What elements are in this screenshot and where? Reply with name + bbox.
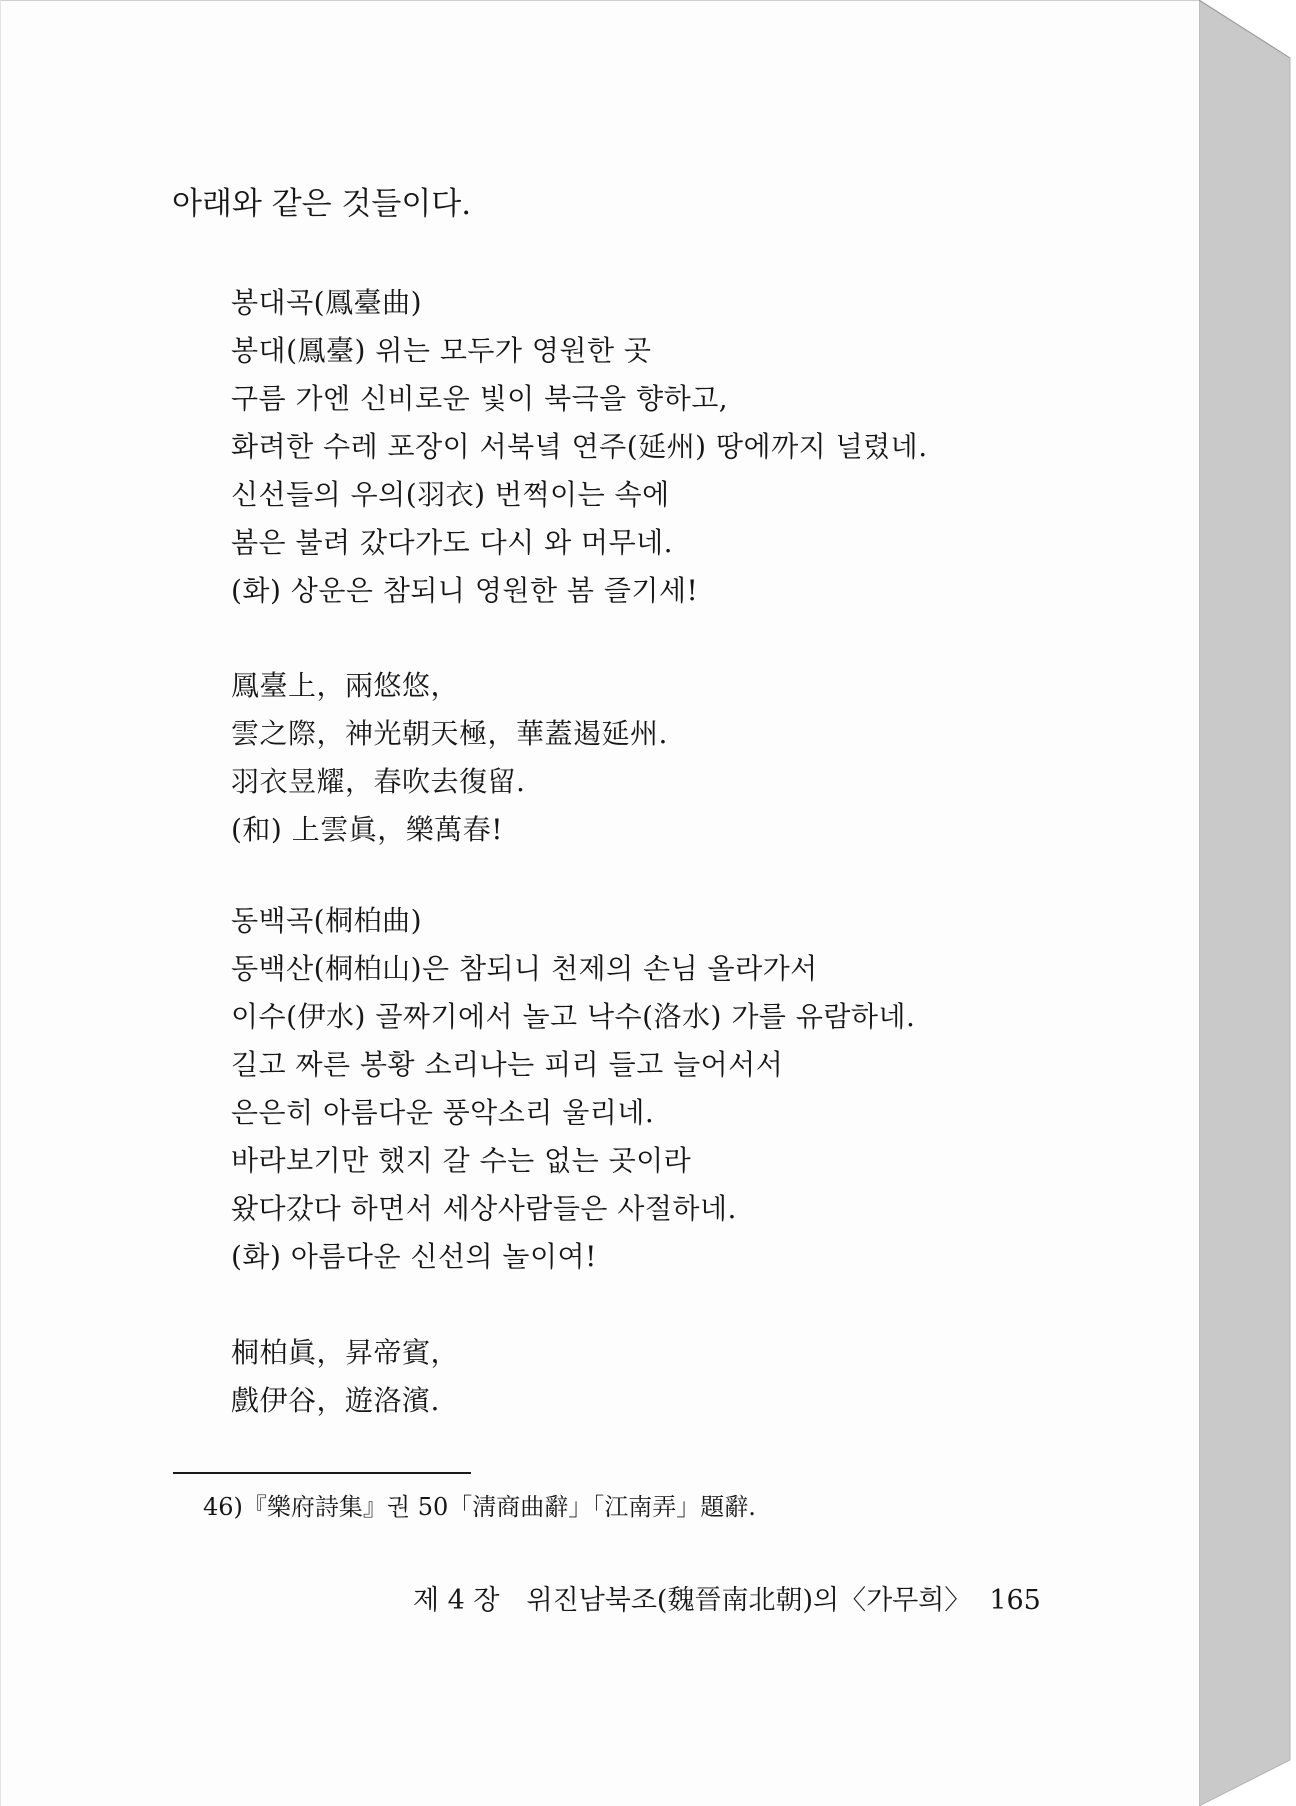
book-page-edge <box>1199 0 1296 1806</box>
chapter-title: 제 4 장 위진남북조(魏晉南北朝)의〈가무희〉 <box>413 1585 972 1616</box>
song2-korean-line: 바라보기만 했지 갈 수는 없는 곳이라 <box>231 1144 692 1177</box>
song1-chinese-line: 羽衣昱耀，春吹去復留. <box>231 765 526 798</box>
song2-chinese-line: 戲伊谷，遊洛濱. <box>231 1384 440 1417</box>
song2-title: 동백곡(桐柏曲) <box>231 904 422 937</box>
song1-korean-line: 화려한 수레 포장이 서북녘 연주(延州) 땅에까지 널렸네. <box>231 430 928 463</box>
song2-korean-line: 길고 짜른 봉황 소리나는 피리 들고 늘어서서 <box>231 1048 784 1081</box>
song2-korean-line: 은은히 아름다운 풍악소리 울리네. <box>231 1096 655 1129</box>
song1-korean-line: 구름 가엔 신비로운 빛이 북극을 향하고, <box>231 382 729 415</box>
song1-chinese-line: (和) 上雲眞，樂萬春! <box>231 813 504 846</box>
song1-title: 봉대곡(鳳臺曲) <box>231 286 422 319</box>
song2-chinese-line: 桐柏眞，昇帝賓， <box>231 1336 460 1369</box>
song1-chinese-block <box>231 662 668 854</box>
song2-korean-line: 동백산(桐柏山)은 참되니 천제의 손님 올라가서 <box>231 952 818 985</box>
song1-korean-line: 신선들의 우의(羽衣) 번쩍이는 속에 <box>231 478 670 511</box>
song2-chinese-block <box>231 1329 459 1425</box>
song2-korean-line: 이수(伊水) 골짜기에서 놀고 낙수(洛水) 가를 유람하네. <box>231 1000 916 1033</box>
song1-korean-block <box>231 279 928 615</box>
song1-chinese-line: 雲之際，神光朝天極，華蓋遏延州. <box>231 717 668 750</box>
intro-sentence: 아래와 같은 것들이다. <box>172 186 472 222</box>
running-footer <box>413 1583 1041 1619</box>
song1-korean-line: 봉대(鳳臺) 위는 모두가 영원한 곳 <box>231 334 652 367</box>
song2-korean-line: (화) 아름다운 신선의 놀이여! <box>231 1240 597 1273</box>
song1-chinese-line: 鳳臺上，兩悠悠， <box>231 669 460 702</box>
footnote-46: 46)『樂府詩集』권 50「淸商曲辭」「江南弄」題辭. <box>203 1493 756 1521</box>
song1-korean-line: 봄은 불려 갔다가도 다시 와 머무네. <box>231 526 674 559</box>
footnote-divider <box>173 1472 471 1474</box>
page-number: 165 <box>989 1585 1041 1616</box>
song2-korean-block <box>231 897 915 1281</box>
song2-korean-line: 왔다갔다 하면서 세상사람들은 사절하네. <box>231 1192 737 1225</box>
song1-korean-line: (화) 상운은 참되니 영원한 봄 즐기세! <box>231 574 699 607</box>
